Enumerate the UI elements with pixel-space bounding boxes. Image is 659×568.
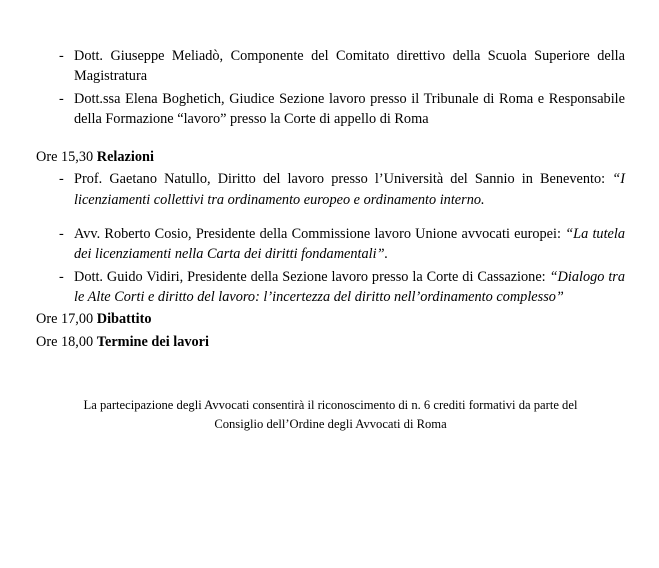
relazioni-heading [36,147,625,167]
speaker-description: Dott. Guido Vidiri, Presidente della Sezione lavoro presso la Corte di Cassazione: [74,268,550,285]
termine-heading [36,332,625,352]
bullet-dash: - [59,90,64,107]
speech-title: “I licenziamenti collettivi tra ordinamento europeo e ordinamento interno. [74,171,625,208]
list-item [36,224,625,265]
dibattito-heading [36,309,625,329]
speech-title: “La tutela dei licenziamenti nella Carta dei diritti fondamentali”. [74,226,626,263]
list-item [36,46,625,87]
relazioni-speaker-list [36,169,625,307]
list-item-text: Dott. Giuseppe Meliadò, Componente del Comitato direttivo della Scuola Superiore della Magistratura [74,48,625,85]
list-item-text: Dott.ssa Elena Boghetich, Giudice Sezione lavoro presso il Tribunale di Roma e Responsabile della Formazione “lavoro” presso la Corte di appello di Roma [74,90,625,127]
bullet-dash: - [59,48,64,64]
termine-label: Termine dei lavori [96,333,209,350]
footer-note: La partecipazione degli Avvocati consentirà il riconoscimento di n. 6 crediti formativi da parte del Consiglio dell’Ordine degli Avvocati di Roma [83,397,578,431]
list-item [36,267,625,308]
speaker-description: Prof. Gaetano Natullo, Diritto del lavoro presso l’Università del Sannio in Benevento: [74,171,613,188]
speech-title: “Dialogo tra le Alte Corti e diritto del lavoro: l’incertezza del diritto nell’ordinamento complesso” [74,268,626,305]
intro-speaker-list [36,46,625,129]
dibattito-label: Dibattito [96,311,152,328]
termine-time: Ore 18,00 [36,333,97,350]
bullet-dash: - [59,171,64,188]
bullet-dash: - [59,268,64,285]
speaker-description: Avv. Roberto Cosio, Presidente della Commissione lavoro Unione avvocati europei: [74,226,566,243]
relazioni-time: Ore 15,30 [36,149,97,166]
list-item [36,89,625,130]
bullet-dash: - [59,226,64,243]
relazioni-label: Relazioni [96,149,154,166]
dibattito-time: Ore 17,00 [36,311,97,328]
list-item [36,169,625,210]
